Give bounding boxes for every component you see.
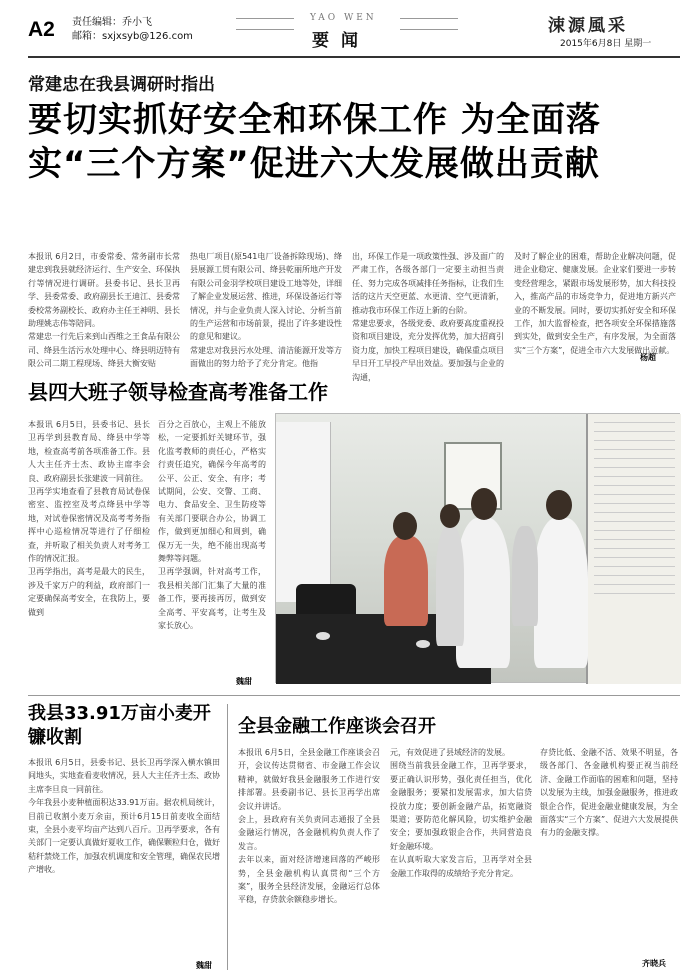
article4-title: 全县金融工作座谈会召开 [238,716,436,737]
newspaper-name: 涑源風采 [548,16,628,36]
article1-kicker: 常建忠在我县调研时指出 [28,75,215,95]
article3-author: 魏甜 [196,961,212,970]
article1-col-4: 及时了解企业的困难，帮助企业解决问题，促进企业稳定、健康发展。企业家们要进一步转变经营理念，紧跟市场发展形势，加大科技投入，推高产品的市场竞争力，促进地方新兴产业的不断发展。同时，要切实抓好安全和环保工作，加大监督检查，把各项安全环保措施落到实处，做到安全生产，有序发展，为全面落实“三个方案”，促进全市六大发展做出贡献。 [514,252,676,355]
editor-name: 责任编辑：乔小飞 [72,17,152,28]
article2-author: 魏甜 [236,677,252,686]
ornament-left [236,18,294,30]
editor-info [72,16,193,44]
ornament-right [400,18,458,30]
person-right [534,518,588,668]
editor-email[interactable]: 邮箱：sxjxsyb@126.com [72,31,193,42]
person-back-2 [512,526,538,626]
article1-author: 杨超 [640,353,656,362]
person-woman [384,536,428,626]
article1-headline: 要切实抓好安全和环保工作 为全面落实“三个方案”促进六大发展做出贡献 [28,100,601,184]
whiteboard [276,422,331,602]
person-head [393,512,417,540]
mouse-1 [316,632,330,640]
section-title: 要闻 [312,31,370,51]
article3-title: 我县33.91万亩小麦开镰收割 [28,703,211,748]
page-header [0,0,700,56]
article4-col-3: 存贷比低、金融不活、效果不明显，各级各部门、各金融机构要正视当前经济、金融工作面临的困难和问题，坚持以发展为主线，加强金融服务，推进政银企合作，促进金融业健康发展，为全面落实“三个方案”、促进六大发展提供有力的金融支撑。 [540,748,678,838]
issue-date: 2015年6月8日 星期一 [560,39,652,49]
article2-title: 县四大班子领导检查高考准备工作 [28,380,328,404]
column-divider [227,704,228,970]
person-back [436,526,464,646]
article1-col-3: 出，环保工作是一项政策性强、涉及面广的严肃工作，各级各部门一定要主动担当责任、努力完成各项减排任务指标，让我们生活的这片天空更蓝、水更清、空气更清新，推动我市环保工作迈上新的台阶。 常建忠要求，各级党委、政府要高度重视投资和项目建设，充分发挥优势，加大招商引资力度，加快工程项目建设，确保重点项目早日开工早投产早出效益。要加强与企业的沟通， [352,252,504,382]
person-center [456,518,510,668]
person-head [440,504,460,528]
article4-col-2: 元，有效促进了县域经济的发展。 围绕当前我县金融工作，卫再学要求，要正确认识形势，强化责任担当，优化金融服务；要紧扣发展需求，加大信贷投放力度；要创新金融产品，拓宽融资渠道；要防范化解风险，切实维护金融安全；要加强政银企合作，共同营造良好金融环境。 在认真听取大家发言后，卫再学对全县金融工作取得的成绩给予充分肯定。 [390,748,532,878]
article1-col-2: 热电厂项目(原541电厂设备拆除现场)、绛县展源工贸有限公司、绛县乾丽所地产开发有限公司金羽学校项目建设工地等处，详细了解企业发展运营、推进，环保设备运行等情况，并与企业负责人深入讨论、分析当前的生产运营和市场前景，提出了许多建设性的意见和建议。 常建忠对我县污水处理、清洁能源开发等方面做出的努力给予了充分肯定。他指 [190,252,342,369]
article2-col-1: 本报讯 6月5日，县委书记、县长卫再学到县教育局、绛县中学等地，检查高考前各项准备工作。县人大主任齐士杰、政协主席李会良、政府副县长张建波一同前往。 卫再学实地查看了县教育局试卷保密室、监控室及考点绛县中学等地，对试卷保密情况及高考考务指挥中心巡检情况等进行了仔细检查，并听取了相关负责人对考务工作的情况汇报。 卫再学指出，高考是最大的民生，涉及千家万户的利益，政府部门一定要确保高考安全，在我防上，要做到 [28,420,150,617]
inspection-photo [275,413,680,683]
section-en: YAO WEN [310,13,377,23]
wall-poster [586,414,681,684]
header-divider [28,56,680,58]
article4-col-1: 本报讯 6月5日，全县金融工作座谈会召开，会议传达贯彻省、市金融工作会议精神，就做好我县金融服务工作进行安排部署。县委副书记、县长卫再学出席会议并讲话。 会上，县政府有关负责同志通报了全县金融运行情况，各金融机构负责人作了发言。 去年以来，面对经济增速回落的严峻形势，全县金融机构认真贯彻“三个方案”，服务全县经济发展，金融运行总体平稳，存贷款余额稳步增长。 [238,748,380,905]
mouse-2 [416,640,430,648]
page-number: A2 [28,18,55,41]
person-head [471,488,497,520]
person-head [546,490,572,520]
article1-col-1: 本报讯 6月2日，市委常委、常务副市长常建忠到我县就经济运行、生产安全、环保执行等情况进行调研。县委书记、县长卫再学、县委常委、政府副县长王迪江、县委常委校常务副校长、政府办主任王神明、县长助理姚志伟等陪同。 常建忠一行先后来到山西维之王食品有限公司、绛县生活污水处理中心、绛县明迈特有限公司二期工程现场、绛县大衡安贴 [28,252,180,369]
article4-author: 齐晓兵 [642,959,666,968]
article3-body: 本报讯 6月5日，县委书记、县长卫再学深入横水镇田间地头，实地查看麦收情况，县人大主任齐士杰、政协主席李旦良一同前往。 今年我县小麦种植面积达33.91万亩。据农机局统计，目前已收割小麦万余亩，预计6月15日前麦收全面结束，全县小麦平均亩产达到八百斤。卫再学要求，各有关部门一定要认真做好夏收工作，确保颗粒归仓，做好秸秆禁烧工作，加强农机调度和安全管理，确保农民增产增收。 [28,758,220,875]
article2-col-2: 百分之百放心，主观上不能放松，一定要抓好关键环节，强化监考教师的责任心，严格实行责任追究，确保今年高考的公平、公正、安全、有序；考试期间，公安、交警、工商、电力、食品安全、卫生防疫等有关部门要联合办公，协调工作，做到更加细心和周到，确保万无一失，绝不能出现高考舞弊等问题。 卫再学强调，针对高考工作，我县相关部门汇集了大量的准备工作，要再接再厉，做到安全高考、平安高考，让考生及家长放心。 [158,420,266,631]
section-divider [28,695,680,696]
